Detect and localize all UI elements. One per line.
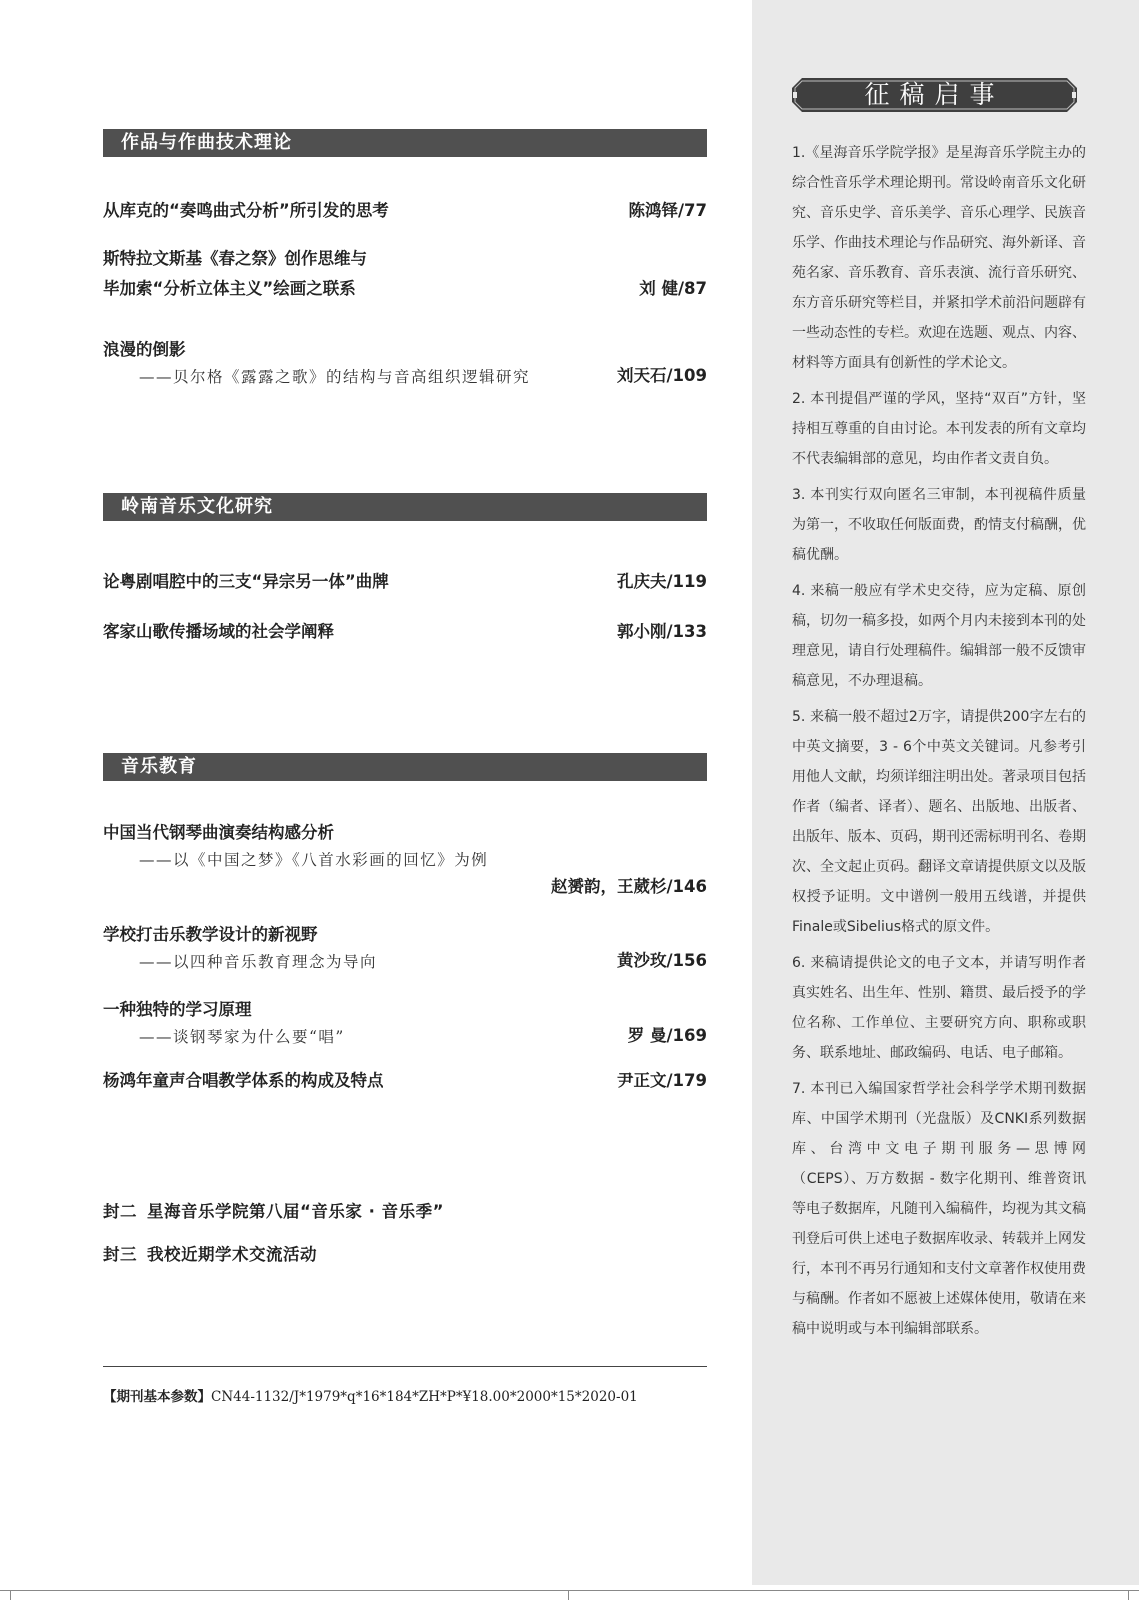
section-header: 音乐教育 (103, 753, 707, 781)
entry-title: 中国当代钢琴曲演奏结构感分析 (103, 823, 334, 842)
entry-title: 从库克的“奏鸣曲式分析”所引发的思考 (103, 201, 389, 220)
entry-title: 斯特拉文斯基《春之祭》创作思维与 (103, 249, 367, 268)
cover-note[interactable] (103, 1241, 317, 1265)
notice-item: 7. 本刊已入编国家哲学社会科学学术期刊数据库、中国学术期刊（光盘版）及CNKI系列数据库、台湾中文电子期刊服务—思博网（CEPS）、万方数据 - 数字化期刊、维普资讯等电子数据库，凡随刊入编稿件，均视为其文稿刊登后可供上述电子数据库收录、转载并上网发行，本刊不再另行通知和支付文章著作权使用费与稿酬。作者如不愿被上述媒体使用，敬请在来稿中说明或与本刊编辑部联系。 (792, 1081, 1086, 1337)
entry-author-page: 罗 曼/169 (627, 1026, 707, 1045)
entry-title: 杨鸿年童声合唱教学体系的构成及特点 (103, 1071, 384, 1090)
crop-mark (10, 1590, 11, 1600)
notice-item: 2. 本刊提倡严谨的学风，坚持“双百”方针，坚持相互尊重的自由讨论。本刊发表的所有文章均不代表编辑部的意见，均由作者文责自负。 (792, 391, 1086, 467)
entry-subtitle: ——以四种音乐教育理念为导向 (139, 953, 378, 971)
toc-entry[interactable] (103, 335, 707, 389)
notice-item: 6. 来稿请提供论文的电子文本，并请写明作者真实姓名、出生年、性别、籍贯、最后授予的学位名称、工作单位、主要研究方向、职称或职务、联系地址、邮政编码、电话、电子邮箱。 (792, 955, 1086, 1061)
section-header: 岭南音乐文化研究 (103, 493, 707, 521)
call-for-papers-panel (752, 0, 1139, 1585)
notice-item: 1.《星海音乐学院学报》是星海音乐学院主办的综合性音乐学术理论期刊。常设岭南音乐文化研究、音乐史学、音乐美学、音乐心理学、民族音乐学、作曲技术理论与作品研究、海外新译、音苑名家、音乐教育、音乐表演、流行音乐研究、东方音乐研究等栏目，并紧扣学术前沿问题辟有一些动态性的专栏。欢迎在选题、观点、内容、材料等方面具有创新性的学术论文。 (792, 145, 1086, 371)
cover-text: 我校近期学术交流活动 (147, 1245, 317, 1264)
toc-entry[interactable] (103, 617, 707, 647)
entry-author-page: 郭小刚/133 (617, 622, 707, 641)
entry-subtitle: ——谈钢琴家为什么要“唱” (139, 1028, 345, 1046)
entry-author-page: 黄沙玫/156 (617, 951, 707, 970)
toc-entry[interactable] (103, 995, 707, 1049)
toc-entry[interactable] (103, 244, 707, 304)
entry-title: 客家山歌传播场域的社会学阐释 (103, 622, 334, 641)
cover-text: 星海音乐学院第八届“音乐家 · 音乐季” (147, 1202, 444, 1221)
toc-entry[interactable] (103, 920, 707, 974)
crop-mark (568, 1590, 569, 1600)
entry-author-page: 赵赟韵，王葳杉/146 (551, 877, 707, 896)
entry-author-page: 刘天石/109 (617, 366, 707, 385)
entry-title: 浪漫的倒影 (103, 340, 186, 359)
entry-author-page: 孔庆夫/119 (617, 572, 707, 591)
parameters-label: 【期刊基本参数】 (103, 1389, 211, 1405)
cover-label: 封三 (103, 1245, 137, 1264)
entry-title: 论粤剧唱腔中的三支“异宗另一体”曲牌 (103, 572, 389, 591)
entry-subtitle: ——以《中国之梦》《八首水彩画的回忆》为例 (139, 851, 489, 869)
parameters-value: CN44-1132/J*1979*q*16*184*ZH*P*¥18.00*2000*15*2020-01 (211, 1389, 638, 1405)
notice-title: 征稿启事 (864, 80, 1005, 109)
divider (103, 1366, 707, 1367)
journal-parameters (103, 1385, 638, 1405)
cover-note[interactable] (103, 1198, 444, 1222)
entry-title: 一种独特的学习原理 (103, 1000, 252, 1019)
toc-entry[interactable] (103, 567, 707, 597)
entry-author-page: 陈鸿铎/77 (628, 201, 707, 220)
entry-subtitle: ——贝尔格《露露之歌》的结构与音高组织逻辑研究 (139, 368, 531, 386)
notice-list (792, 138, 1086, 1350)
notice-banner (792, 78, 1077, 112)
entry-author-page: 尹正文/179 (617, 1071, 707, 1090)
cover-label: 封二 (103, 1202, 137, 1221)
entry-title: 学校打击乐教学设计的新视野 (103, 925, 318, 944)
toc-entry[interactable] (103, 818, 707, 896)
notice-item: 3. 本刊实行双向匿名三审制，本刊视稿件质量为第一，不收取任何版面费，酌情支付稿酬，优稿优酬。 (792, 487, 1086, 563)
table-of-contents (103, 0, 707, 1600)
toc-entry[interactable] (103, 196, 707, 226)
entry-author-page: 刘 健/87 (639, 279, 707, 298)
section-header: 作品与作曲技术理论 (103, 129, 707, 157)
notice-item: 4. 来稿一般应有学术史交待，应为定稿、原创稿，切勿一稿多投，如两个月内未接到本刊的处理意见，请自行处理稿件。编辑部一般不反馈审稿意见，不办理退稿。 (792, 583, 1086, 689)
entry-title: 毕加索“分析立体主义”绘画之联系 (103, 279, 356, 298)
print-baseline (0, 1590, 1139, 1591)
toc-entry[interactable] (103, 1066, 707, 1096)
notice-item: 5. 来稿一般不超过2万字，请提供200字左右的中英文摘要，3 - 6个中英文关键词。凡参考引用他人文献，均须详细注明出处。著录项目包括作者（编者、译者）、题名、出版地、出版者、出版年、版本、页码，期刊还需标明刊名、卷期次、全文起止页码。翻译文章请提供原文以及版权授予证明。文中谱例一般用五线谱，并提供Finale或Sibelius格式的原文件。 (792, 709, 1086, 935)
crop-mark (1128, 1590, 1129, 1600)
